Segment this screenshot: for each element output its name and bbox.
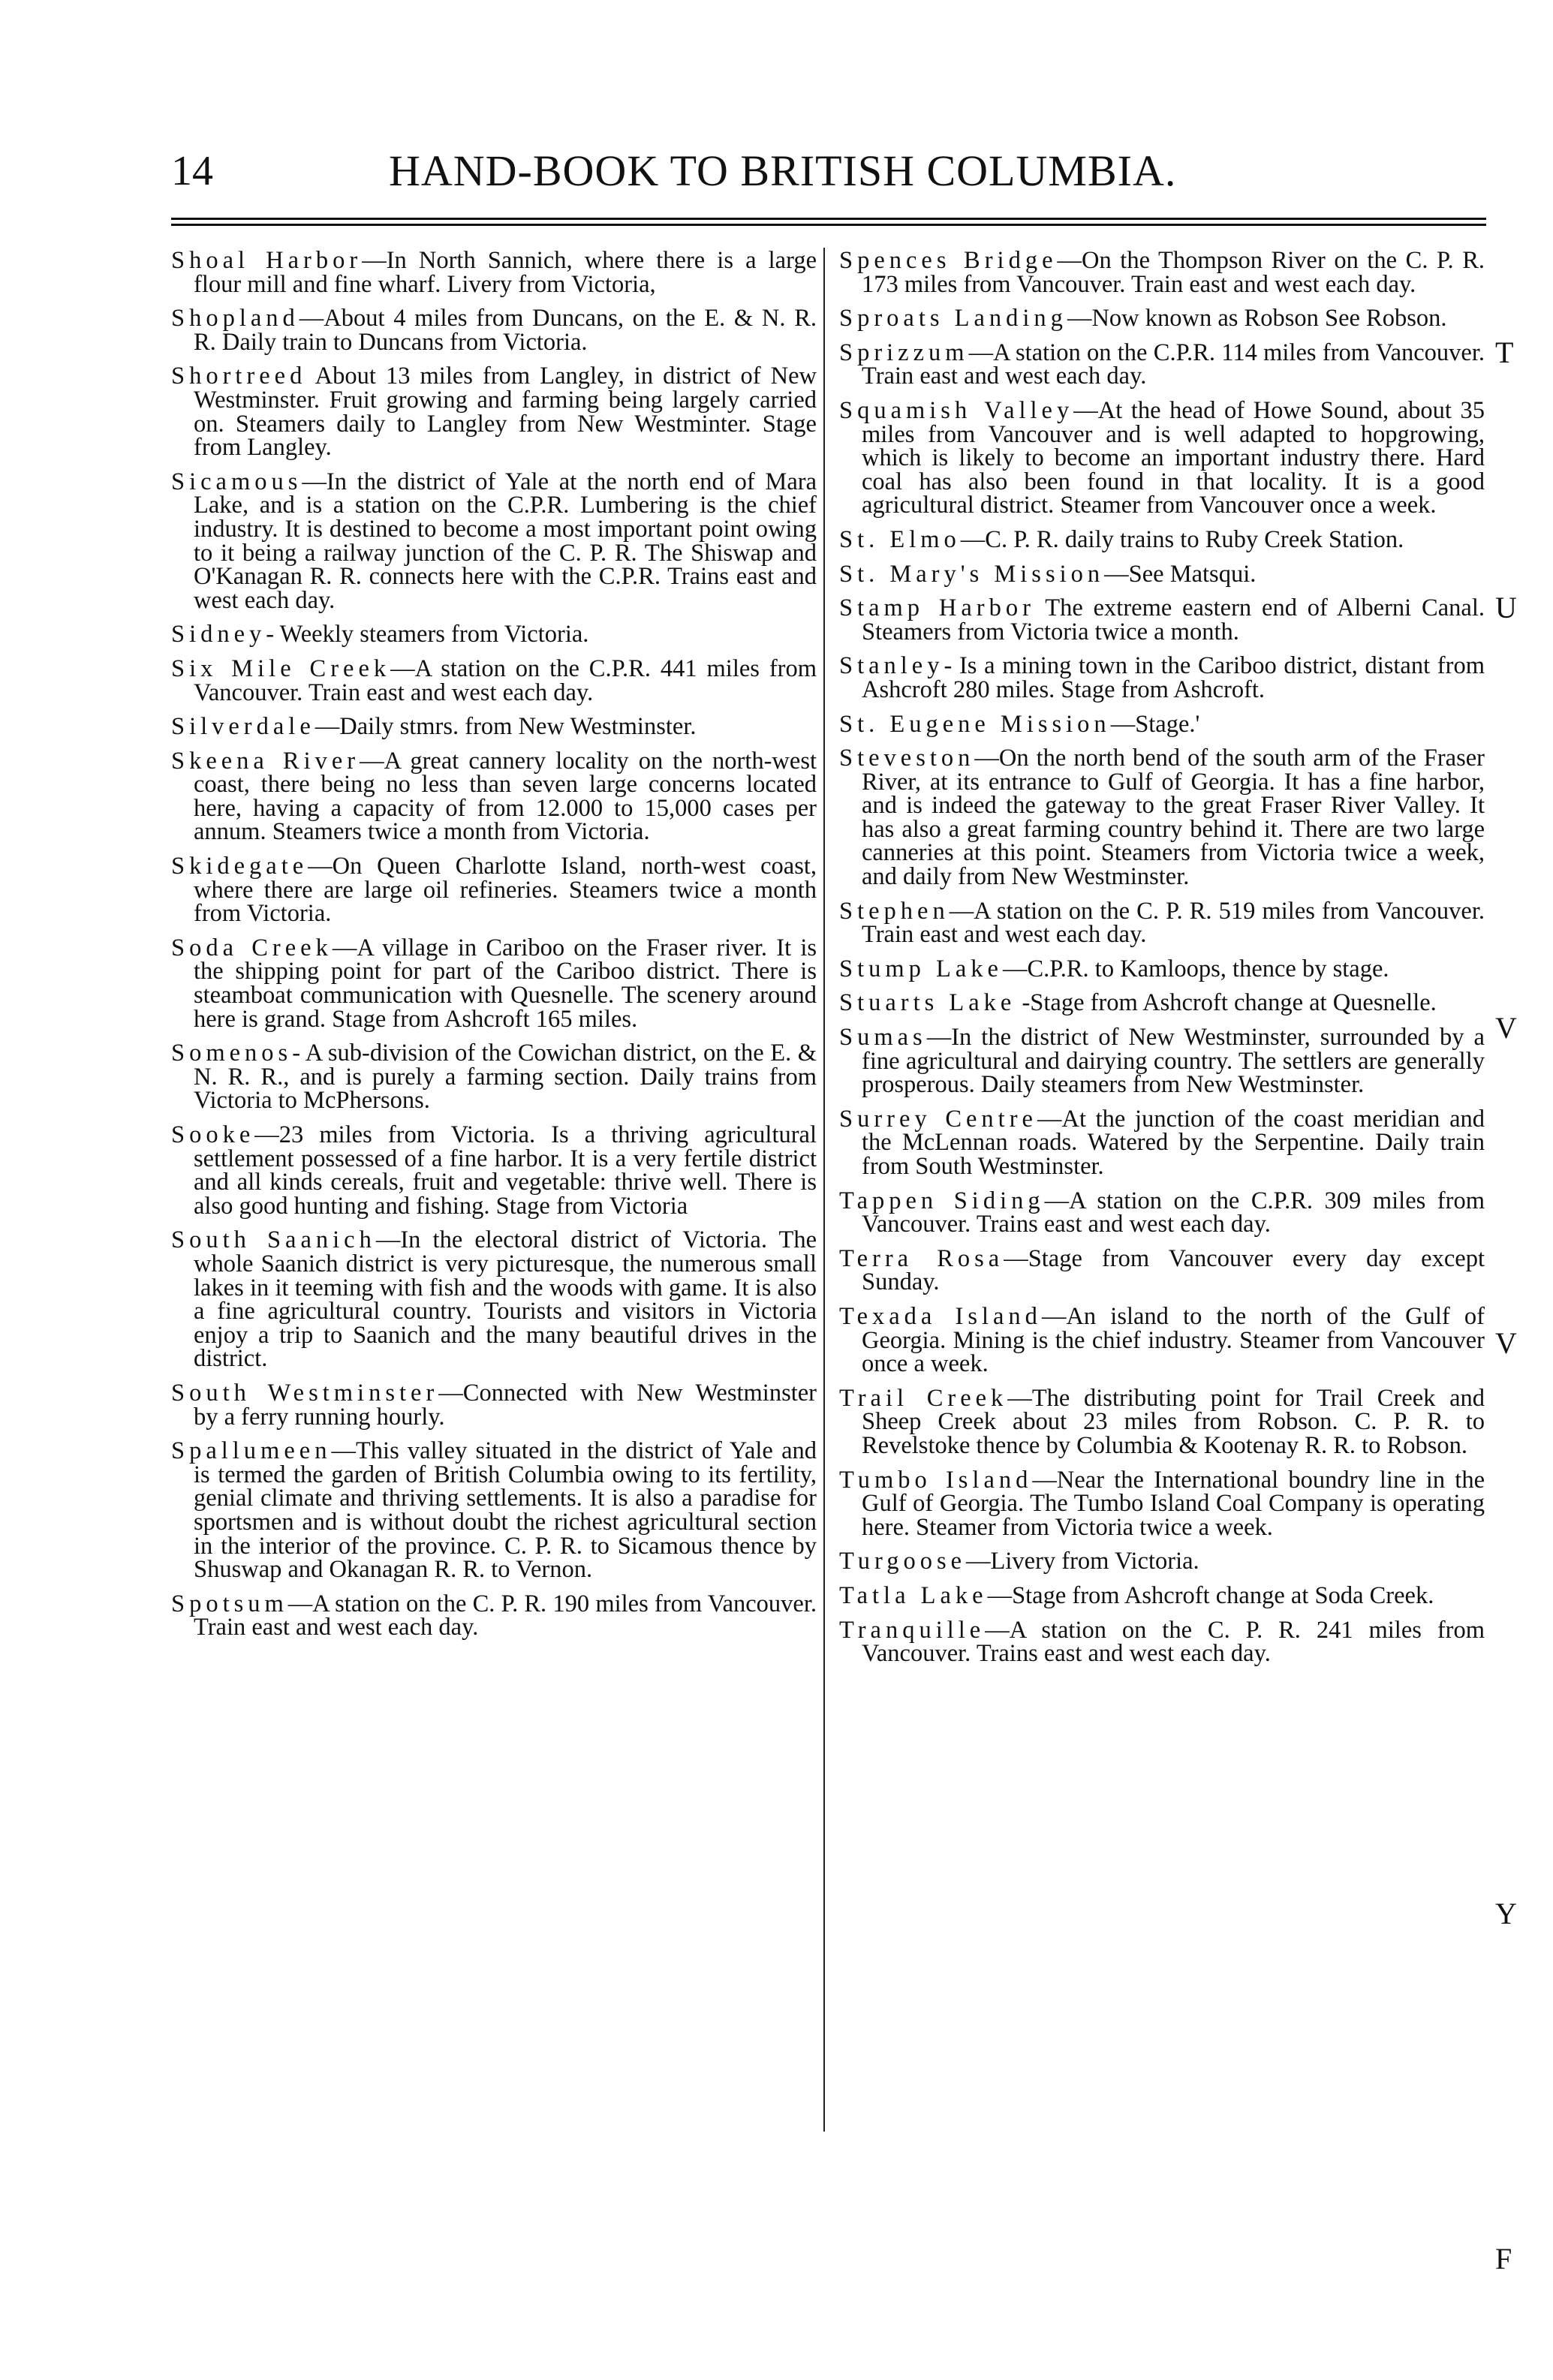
entry-description: About 13 miles from Langley, in district of New Westminster. Fruit growing and farming being largely carried on. Steamers daily to Langley from New Westminter. Stage from Langley. (194, 363, 817, 462)
entry-place-name: Shopland (171, 305, 299, 332)
gazetteer-entry (171, 1379, 817, 1431)
running-title: HAND-BOOK TO BRITISH COLUMBIA. (389, 146, 1177, 195)
entry-place-name: Shoal Harbor (171, 247, 363, 274)
gazetteer-entry (839, 560, 1485, 588)
entry-place-name: Trail Creek (839, 1384, 1008, 1412)
entry-place-name: Sicamous (171, 468, 302, 495)
entry-description: —A station on the C.P.R. 309 miles from Vancouver. Trains east and west each day. (862, 1187, 1485, 1238)
gazetteer-entry (839, 1466, 1485, 1541)
gazetteer-entry (839, 991, 1485, 1015)
gazetteer-entry (171, 747, 817, 846)
entry-place-name: Squamish Valley (839, 396, 1074, 424)
entry-place-name: Stephen (839, 897, 950, 925)
entry-place-name: Soda Creek (171, 934, 333, 961)
entry-description: —On the Thompson River on the C. P. R. 173 miles from Vancouver. Train east and west each day. (862, 247, 1485, 298)
entry-place-name: Tatla Lake (839, 1581, 988, 1609)
page-header (171, 141, 1447, 201)
entry-description: —Daily stmrs. from New Westminster. (315, 713, 697, 741)
entry-place-name: Tappen Siding (839, 1187, 1045, 1214)
entry-description: —In the district of Yale at the north end of Mara Lake, and is a station on the C.P.R. Lumbering is the chief industry. It is destined to become a most important point owing to it being a railway junction of the C. P. R. The Shiswap and O'Kanagan R. R. connects here with the C.P.R. Trains east and west each day. (194, 468, 817, 614)
gazetteer-entry (839, 710, 1485, 738)
entry-description: —Now known as Robson See Robson. (1067, 305, 1447, 332)
margin-letter: U (1495, 591, 1517, 624)
entry-place-name: South Westminster (171, 1379, 439, 1407)
gazetteer-entry (171, 249, 817, 296)
gazetteer-entry (171, 1042, 817, 1113)
entry-place-name: Silverdale (171, 713, 315, 741)
entry-description: —Stage from Vancouver every day except Sunday. (862, 1244, 1485, 1296)
gazetteer-entry (171, 715, 817, 739)
entry-description: —A station on the C. P. R. 519 miles from Vancouver. Train east and west each day. (862, 897, 1485, 949)
margin-letter: V (1495, 1326, 1517, 1360)
entry-description: —A great cannery locality on the north-west coast, there being no less than seven large concerns located here, having a capacity of from 12.000 to 15,000 cases per annum. Steamers twice a month from Victoria. (194, 747, 817, 846)
header-rule (171, 224, 1486, 226)
entry-description: —A station on the C. P. R. 241 miles from Vancouver. Trains east and west each day. (862, 1616, 1485, 1668)
gazetteer-entry (839, 1105, 1485, 1180)
entry-place-name: Surrey Centre (839, 1105, 1037, 1133)
entry-place-name: Shortreed (171, 363, 307, 390)
entry-description: —Stage.' (1110, 710, 1200, 738)
entry-place-name: Stump Lake (839, 955, 1003, 982)
margin-letter: V (1495, 1011, 1517, 1045)
left-column (171, 249, 817, 1650)
entry-description: —The distributing point for Trail Creek and Sheep Creek about 23 miles from Robson. C. P. R. to Revelstoke thence by Columbia & Kootenay R. R. to Robson. (862, 1384, 1485, 1459)
gazetteer-entry (839, 1550, 1485, 1574)
entry-description: - A sub-division of the Cowichan district, on the E. & N. R. R., and is purely a farming section. Daily trains from Victoria to McPhersons. (194, 1040, 817, 1115)
gazetteer-entry (171, 654, 817, 706)
gazetteer-entry (171, 1226, 817, 1373)
entry-description: -Stage from Ashcroft change at Quesnelle. (1016, 989, 1437, 1017)
entry-description: —At the junction of the coast meridian and the McLennan roads. Watered by the Serpentine. Daily train from South Westminster. (862, 1105, 1485, 1180)
entry-place-name: Sproats Landing (839, 305, 1067, 332)
gazetteer-entry (839, 594, 1485, 645)
entry-description: —23 miles from Victoria. Is a thriving agricultural settlement possessed of a fine harbor. It is a very fertile district and all kinds cereals, fruit and vegetable: thrive well. There is also good hunting and fishing. Stage from Victoria (194, 1121, 817, 1220)
entry-description: —Near the International boundry line in the Gulf of Georgia. The Tumbo Island Coal Company is operating here. Steamer from Victoria twice a week. (862, 1466, 1485, 1541)
gazetteer-entry (839, 1026, 1485, 1097)
entry-description: —On the north bend of the south arm of the Fraser River, at its entrance to Gulf of Georgia. It has a fine harbor, and is indeed the gateway to the great Fraser River Valley. It has also a great farming country behind it. There are two large canneries at this point. Steamers from Victoria twice a week, and daily from New Westminster. (862, 745, 1485, 891)
column-divider (823, 248, 825, 2132)
entry-description: —Livery from Victoria. (966, 1548, 1199, 1575)
gazetteer-entry (171, 623, 817, 647)
gazetteer-entry (839, 897, 1485, 949)
gazetteer-entry (839, 1616, 1485, 1668)
entry-place-name: Somenos (171, 1040, 293, 1067)
gazetteer-entry (839, 1581, 1485, 1609)
entry-description: —This valley situated in the district of Yale and is termed the garden of British Columbia owing to its fertility, genial climate and thriving settlements. It is also a paradise for sportsmen and is without doubt the richest agricultural section in the interior of the province. C. P. R. to Sicamous thence by Shuswap and Okanagan R. R. to Vernon. (194, 1437, 817, 1584)
entry-place-name: Sooke (171, 1121, 255, 1148)
header-rule (171, 218, 1486, 220)
gazetteer-entry (839, 396, 1485, 519)
entry-place-name: Sprizzum (839, 338, 969, 366)
gazetteer-entry (171, 934, 817, 1033)
entry-place-name: Spallumeen (171, 1437, 332, 1465)
gazetteer-entry (839, 747, 1485, 889)
entry-place-name: South Saanich (171, 1226, 376, 1254)
entry-description: —At the head of Howe Sound, about 35 miles from Vancouver and is well adapted to hopgrowing, which is likely to become an important industry there. Hard coal has also been found in that locality. It is a good agricultural district. Steamer from Vancouver once a week. (862, 396, 1485, 519)
gazetteer-entry (171, 855, 817, 926)
entry-place-name: Texada Island (839, 1302, 1042, 1330)
margin-letter: Y (1495, 1897, 1517, 1930)
gazetteer-entry (839, 338, 1485, 390)
entry-description: —A station on the C. P. R. 190 miles from Vancouver. Train east and west each day. (194, 1590, 817, 1641)
entry-description: —In the electoral district of Victoria. The whole Saanich district is very picturesque, the numerous small lakes in it teeming with fish and the woods with game. It is also a fine agricultural country. Tourists and visitors in Victoria enjoy a trip to Saanich and the many beautiful drives in the district. (194, 1226, 817, 1373)
entry-description: The extreme eastern end of Alberni Canal. Steamers from Victoria twice a month. (862, 594, 1485, 645)
gazetteer-entry (839, 1187, 1485, 1238)
entry-description: —In North Sannich, where there is a large flour mill and fine wharf. Livery from Victoria, (194, 247, 817, 298)
gazetteer-entry (171, 307, 817, 354)
entry-place-name: Stuarts Lake (839, 989, 1016, 1017)
entry-place-name: Steveston (839, 745, 975, 772)
entry-place-name: Tranquille (839, 1616, 986, 1644)
entry-place-name: Spotsum (171, 1590, 288, 1617)
entry-place-name: Sidney (171, 621, 266, 648)
entry-place-name: Skidegate (171, 853, 308, 880)
entry-description: - Is a mining town in the Cariboo district, distant from Ashcroft 280 miles. Stage from Ashcroft. (862, 652, 1485, 703)
entry-place-name: Sumas (839, 1024, 927, 1052)
entry-place-name: Stanley (839, 652, 944, 680)
entry-description: —On Queen Charlotte Island, north-west coast, where there are large oil refineries. Steamers twice a month from Victoria. (194, 853, 817, 928)
entry-description: —About 4 miles from Duncans, on the E. & N. R. R. Daily train to Duncans from Victoria. (194, 305, 817, 356)
gazetteer-entry (171, 1121, 817, 1220)
gazetteer-entry (839, 1244, 1485, 1296)
entry-place-name: St. Eugene Mission (839, 710, 1111, 738)
entry-description: - Weekly steamers from Victoria. (266, 621, 589, 648)
gazetteer-entry (171, 1437, 817, 1584)
entry-description: —Stage from Ashcroft change at Soda Creek. (987, 1581, 1434, 1609)
page-number: 14 (171, 148, 213, 194)
entry-description: —See Matsqui. (1104, 560, 1257, 588)
margin-letters (1495, 225, 1525, 2274)
gazetteer-entry (839, 525, 1485, 553)
gazetteer-entry (839, 654, 1485, 702)
entry-description: —C. P. R. daily trains to Ruby Creek Station. (960, 525, 1404, 553)
entry-place-name: Skeena River (171, 747, 360, 775)
margin-letter: F (1495, 2242, 1512, 2276)
entry-place-name: Six Mile Creek (171, 654, 391, 682)
margin-letter: T (1495, 335, 1514, 369)
entry-place-name: St. Mary's Mission (839, 560, 1105, 588)
entry-description: —In the district of New Westminster, surrounded by a fine agricultural and dairying country. The settlers are generally prosperous. Daily steamers from New Westminster. (862, 1024, 1485, 1099)
gazetteer-entry (839, 249, 1485, 296)
gazetteer-entry (171, 468, 817, 614)
entry-description: —An island to the north of the Gulf of Georgia. Mining is the chief industry. Steamer from Vancouver once a week. (862, 1302, 1485, 1378)
entry-description: —A village in Cariboo on the Fraser river. It is the shipping point for part of the Cariboo district. There is steamboat communication with Quesnelle. The scenery around here is grand. Stage from Ashcroft 165 miles. (194, 934, 817, 1033)
entry-description: —A station on the C.P.R. 114 miles from Vancouver. Train east and west each day. (862, 338, 1485, 390)
entry-description: —Connected with New Westminster by a ferry running hourly. (194, 1379, 817, 1431)
entry-place-name: Spences Bridge (839, 247, 1058, 274)
entry-place-name: Stamp Harbor (839, 594, 1035, 622)
entry-description: —A station on the C.P.R. 441 miles from Vancouver. Train east and west each day. (194, 654, 817, 706)
entry-place-name: Terra Rosa (839, 1244, 1004, 1272)
entry-place-name: Tumbo Island (839, 1466, 1033, 1494)
entry-description: —C.P.R. to Kamloops, thence by stage. (1002, 955, 1389, 982)
gazetteer-entry (171, 1590, 817, 1641)
right-column (839, 249, 1485, 1677)
gazetteer-entry (839, 1302, 1485, 1378)
gazetteer-entry (839, 307, 1485, 331)
gazetteer-entry (171, 363, 817, 462)
entry-place-name: Turgoose (839, 1548, 967, 1575)
gazetteer-entry (839, 955, 1485, 982)
entry-place-name: St. Elmo (839, 525, 961, 553)
gazetteer-entry (839, 1384, 1485, 1459)
